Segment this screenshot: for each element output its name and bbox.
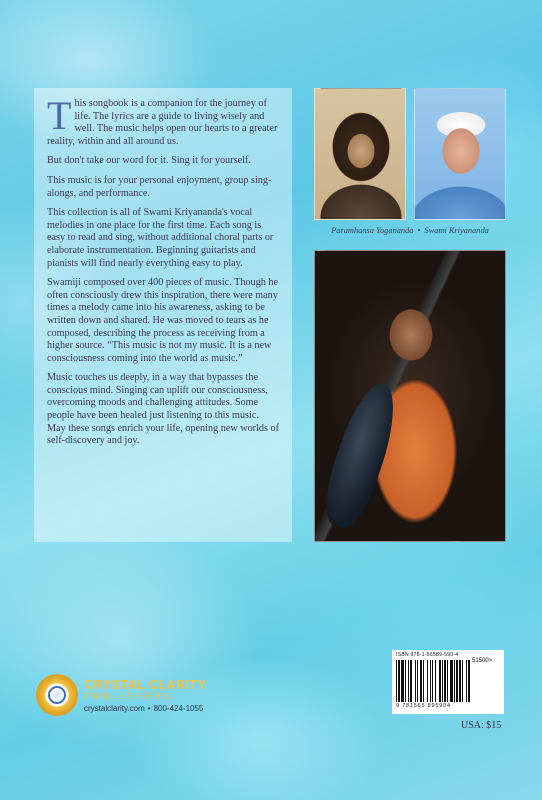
intro-paragraph-4: This collection is all of Swami Kriyananda's vocal melodies in one place for the first time. Each song is easy to read and sing, without additional choral parts or elaborate instrumentation. Beginning guitarists and pianists will find nearly everything easy to play. (47, 207, 274, 269)
photo-caption (314, 226, 506, 235)
barcode-digits: 9 781565 895904 (396, 703, 451, 709)
caption-separator: • (417, 226, 421, 235)
yogananda-portrait (314, 88, 406, 220)
caption-kriyananda: Swami Kriyananda (424, 226, 489, 235)
intro-paragraph-6: Music touches us deeply, in a way that bypasses the conscious mind. Singing can uplift our consciousness, overcoming moods and challenging attitudes. Some people have been healed just listening to this music. May these songs enrich your life, opening new worlds of self-discovery and joy. (47, 372, 279, 447)
price-label: USA: $15 (461, 720, 502, 731)
barcode-bar (470, 660, 471, 702)
description-panel (34, 88, 292, 542)
publisher-logo-icon (36, 674, 78, 716)
intro-paragraph-2: But don't take our word for it. Sing it for yourself. (47, 155, 251, 167)
barcode-bars (396, 660, 500, 702)
publisher-subtitle: PUBLISHERS (84, 691, 175, 701)
publisher-phone: 800-424-1055 (153, 704, 204, 713)
kriyananda-portrait (414, 88, 506, 220)
caption-yogananda: Paramhansa Yogananda (331, 226, 414, 235)
dropcap-letter: T (47, 93, 72, 138)
publisher-contact (84, 704, 203, 713)
price-code: 51500> (472, 658, 493, 664)
contact-separator: • (147, 704, 151, 713)
isbn-label: ISBN 978-1-56589-590-4 (396, 652, 459, 658)
intro-paragraph-1 (47, 93, 280, 148)
publisher-website: crystalclarity.com (84, 704, 145, 713)
intro-paragraph-3: This music is for your personal enjoyment, group sing-alongs, and performance. (47, 174, 272, 199)
publisher-name: CRYSTAL CLARITY (84, 678, 207, 692)
intro-paragraph-5: Swamiji composed over 400 pieces of music. Though he often consciously drew this inspiration, there were many times a melody came into his awareness, asking to be written down and shared. He was moved to tears as he composed, describing the process as receiving from a higher source. “This music is not my music. It is a new consciousness coming into the world as music.” (47, 277, 278, 364)
paragraph-text: his songbook is a companion for the journey of life. The lyrics are a guide to living wisely and well. The music helps open our hearts to a greater reality, within and all around us. (47, 98, 278, 147)
logo-globe-icon (48, 686, 66, 704)
